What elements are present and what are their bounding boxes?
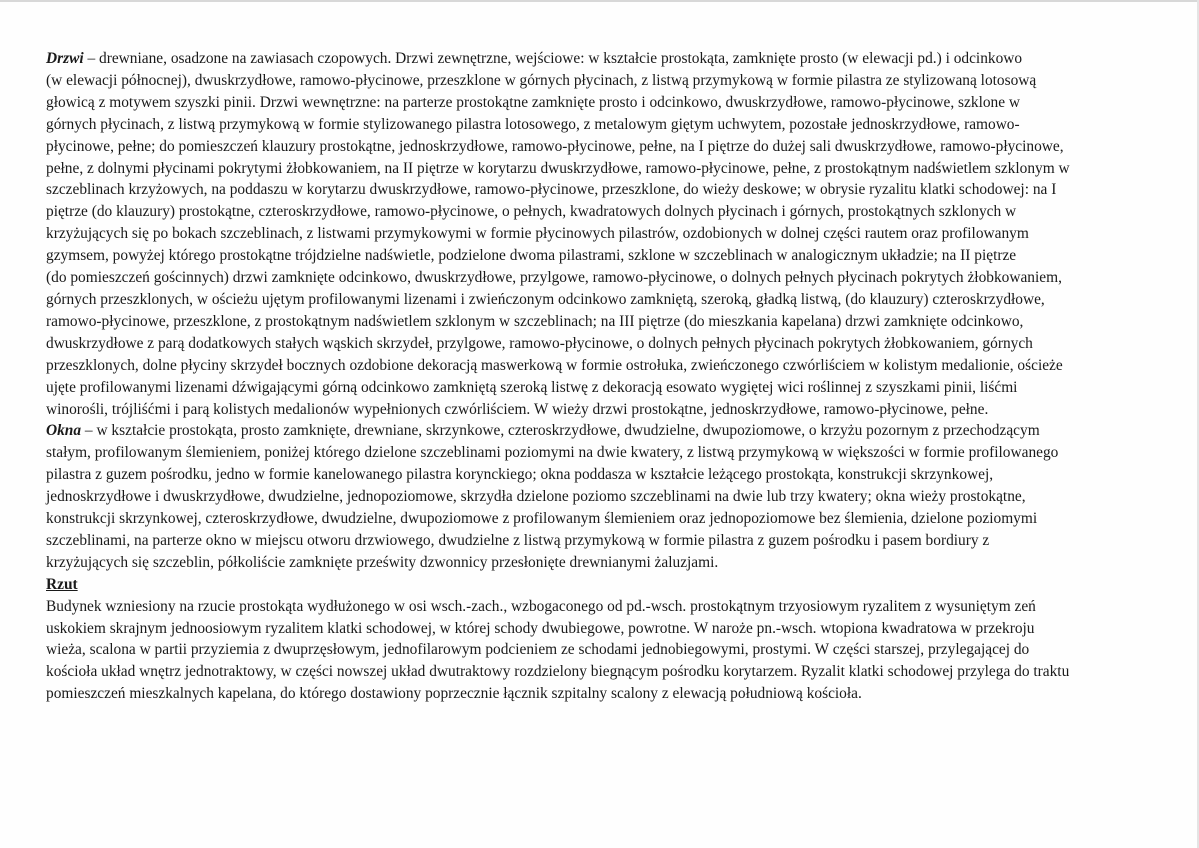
doors-line: (w elewacji północnej), dwuskrzydłowe, ramowo-płycinowe, przeszklone w górnych płycinach, z listwą przymykową w formie pilastra ze stylizowaną lotosową: [46, 71, 1037, 89]
doors-line: górnych płycinach, z listwą przymykową w formie stylizowanego pilastra lotosowego, z metalowym giętym uchwytem, pozostałe jednoskrzydłowe, ramowo-: [46, 115, 1020, 133]
doors-line: dwuskrzydłowe z parą dodatkowych stałych wąskich skrzydeł, przylgowe, ramowo-płycinowe, o dolnych pełnych płycinach pokrytych żłobkowaniem, górnych: [46, 334, 1033, 352]
doors-line: gzymsem, powyżej którego prostokątne trójdzielne nadświetle, podzielone dwoma pilastrami, szklone w szczeblinach w analogicznym układzie; na II piętrze: [46, 247, 1017, 265]
document-body: [46, 48, 1188, 705]
doors-line: górnych przeszklonych, w ościeżu ujętym profilowanymi lizenami i zwieńczonym odcinkowo zamkniętą, szeroką, gładką listwą, (do klauzury) czteroskrzydłowe,: [46, 290, 1045, 308]
windows-line: jednoskrzydłowe i dwuskrzydłowe, dwudzielne, jednopoziomowe, skrzydła dzielone poziomo szczeblinami na dwie lub trzy kwatery; okna wieży prostokątne,: [46, 488, 1026, 506]
windows-line: pilastra z guzem pośrodku, jedno w formie kanelowanego pilastra korynckiego; okna poddasza w kształcie leżącego prostokąta, konstrukcji skrzynkowej,: [46, 466, 994, 484]
windows-section: [46, 420, 1188, 573]
doors-line: piętrze (do klauzury) prostokątne, czteroskrzydłowe, ramowo-płycinowe, o pełnych, kwadratowych dolnych płycinach i górnych, prostokątnych szklonych w: [46, 203, 1017, 221]
doors-line: ujęte profilowanymi lizenami dźwigającymi górną odcinkowo zamkniętą szeroką listwę z dekoracją esowato wygiętej wici roślinnej z szyszkami pinii, liśćmi: [46, 378, 1018, 396]
doors-line: przeszklonych, dolne płyciny skrzydeł bocznych ozdobione dekoracją maswerkową w formie ostrołuka, zwieńczonego czwórliściem w kolistym medalionie, ościeże: [46, 356, 1063, 374]
plan-section: [46, 574, 1188, 705]
doors-line: winorośli, trójliśćmi i parą kolistych medalionów wypełnionych czwórliściem. W wieży drzwi prostokątne, jednoskrzydłowe, ramowo-płycinowe, pełne.: [46, 400, 989, 418]
doors-term: Drzwi: [46, 50, 84, 67]
doors-line: (do pomieszczeń gościnnych) drzwi zamknięte odcinkowo, dwuskrzydłowe, przylgowe, ramowo-płycinowe, o dolnych pełnych płycinach pokrytych żłobkowaniem,: [46, 269, 1062, 287]
doors-line: płycinowe, pełne; do pomieszczeń klauzury prostokątne, jednoskrzydłowe, ramowo-płycinowe, pełne, na I piętrze do dużej sali dwuskrzydłowe, ramowo-płycinowe,: [46, 137, 1064, 155]
doors-line: głowicą z motywem szyszki pinii. Drzwi wewnętrzne: na parterze prostokątne zamknięte prosto i odcinkowo, dwuskrzydłowe, ramowo-płycinowe, szklone w: [46, 93, 1021, 111]
scan-edge-top: [0, 0, 1199, 2]
doors-first-line-text: – drewniane, osadzone na zawiasach czopowych. Drzwi zewnętrzne, wejściowe: w kształcie prostokąta, zamknięte prosto (w elewacji pd.) i odcinkowo: [83, 50, 1023, 67]
windows-line: krzyżujących się szczeblin, półkoliście zamknięte prześwity dzwonnicy przesłonięte drewnianymi żaluzjami.: [46, 553, 719, 571]
windows-first-line: [46, 420, 1188, 442]
doors-first-line: [46, 48, 1188, 70]
windows-line: konstrukcji skrzynkowej, czteroskrzydłowe, dwudzielne, dwupoziomowe z profilowanym ślemieniem oraz jednopoziomowe bez ślemienia, dzielone poziomymi: [46, 510, 1038, 528]
windows-line: szczeblinami, na parterze okno w miejscu otworu drzwiowego, dwudzielne z listwą przymykową w formie pilastra z guzem pośrodku i pasem bordiury z: [46, 531, 990, 549]
doors-line: szczeblinach krzyżowych, na poddaszu w korytarzu dwuskrzydłowe, ramowo-płycinowe, przeszklone, do wieży deskowe; w obrysie ryzalitu klatki schodowej: na I: [46, 181, 1057, 199]
windows-line: stałym, profilowanym ślemieniem, poniżej którego dzielone szczeblinami poziomymi na dwie kwatery, z listwą przymykową w większości w formie profilowanego: [46, 444, 1059, 462]
doors-line: ramowo-płycinowe, przeszklone, z prostokątnym nadświetlem szklonym w szczeblinach; na III piętrze (do mieszkania kapelana) drzwi zamknięte odcinkowo,: [46, 312, 1024, 330]
plan-line: uskokiem skrajnym jednoosiowym ryzalitem klatki schodowej, w której schody dwubiegowe, powrotne. W naroże pn.-wsch. wtopiona kwadratowa w przekroju: [46, 619, 1035, 637]
doors-section: [46, 48, 1188, 420]
plan-line: kościoła układ wnętrz jednotraktowy, w części nowszej układ dwutraktowy rozdzielony biegnącym pośrodku korytarzem. Ryzalit klatki schodowej przylega do traktu: [46, 663, 1070, 681]
plan-line: pomieszczeń mieszkalnych kapelana, do którego dostawiony poprzecznie łącznik szpitalny scalony z elewacją południową kościoła.: [46, 685, 862, 703]
plan-heading: Rzut: [46, 575, 78, 593]
doors-line: pełne, z dolnymi płycinami pokrytymi żłobkowaniem, na II piętrze w korytarzu dwuskrzydłowe, ramowo-płycinowe, pełne, z prostokątnym nadświetlem szklonym w: [46, 159, 1070, 177]
doors-line: krzyżujących się po bokach szczeblinach, z listwami przymykowymi w formie płycinowych pilastrów, ozdobionych w dolnej części rautem oraz profilowanym: [46, 225, 1029, 243]
plan-line: wieża, scalona w partii przyziemia z dwuprzęsłowym, jednofilarowym podcieniem ze schodami jednobiegowymi, prostymi. W części starszej, przylegającej do: [46, 641, 1030, 659]
plan-line: Budynek wzniesiony na rzucie prostokąta wydłużonego w osi wsch.-zach., wzbogaconego od pd.-wsch. prostokątnym trzyosiowym ryzalitem z wysuniętym zeń: [46, 597, 1036, 615]
windows-first-line-text: – w kształcie prostokąta, prosto zamknięte, drewniane, skrzynkowe, czteroskrzydłowe, dwudzielne, dwupoziomowe, o krzyżu pozornym z przechodzącym: [81, 422, 1040, 440]
windows-term: Okna: [46, 422, 82, 440]
